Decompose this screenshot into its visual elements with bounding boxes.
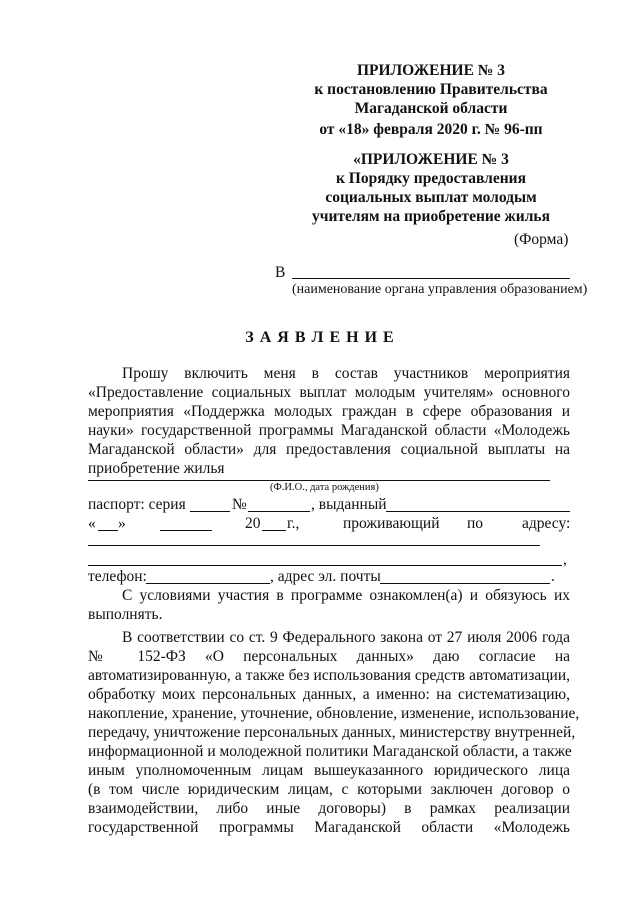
addressee-hint: (наименование органа управления образованием) — [292, 282, 588, 297]
passport-issued-by-field[interactable] — [386, 511, 570, 512]
address-label: адресу: — [522, 515, 571, 532]
passport-issued-label: , выданный — [311, 496, 387, 513]
consent-line: обработку моих персональных данных, а именно: на систематизацию, — [88, 686, 570, 703]
resolution-ref-line-1: к постановлению Правительства — [314, 81, 548, 98]
consent-line: накопление, хранение, уточнение, обновление, изменение, использование, — [88, 705, 580, 722]
consent-line: государственной программы Магаданской области «Молодежь — [88, 819, 570, 836]
resolution-ref-line-2: Магаданской области — [354, 100, 508, 117]
consent-line: взаимодействии, либо иные договоры) в рамках реализации — [88, 800, 570, 817]
date-quote-close: » — [118, 515, 126, 532]
consent-line: информационной и молодежной политики Магаданской области, а также — [88, 743, 572, 760]
resolution-date: от «18» февраля 2020 г. № 96-пп — [319, 121, 543, 138]
request-line: Магаданской области» для предоставления социальной выплаты на — [88, 441, 570, 458]
year-suffix: г., — [287, 515, 300, 532]
form-label: (Форма) — [514, 231, 569, 248]
addressee-prefix: В — [275, 264, 286, 281]
passport-label: паспорт: серия — [88, 496, 186, 513]
request-last-line: приобретение жилья — [88, 460, 225, 477]
fio-line[interactable] — [88, 480, 550, 481]
appendix-title-quoted: «ПРИЛОЖЕНИЕ № 3 — [353, 151, 509, 168]
appendix-title: ПРИЛОЖЕНИЕ № 3 — [357, 62, 505, 79]
consent-line: автоматизированную, а также без использования средств автоматизации, — [88, 667, 570, 684]
date-quote-open: « — [88, 515, 96, 532]
phone-field[interactable] — [146, 583, 270, 584]
request-line: науки» государственной программы Магаданской области «Молодежь — [88, 422, 570, 439]
address-line-2[interactable] — [88, 565, 562, 566]
year-prefix: 20 — [245, 515, 261, 532]
procedure-line-1: к Порядку предоставления — [335, 170, 527, 187]
address-line-1[interactable] — [88, 545, 540, 546]
procedure-line-2: социальных выплат молодым — [325, 189, 537, 206]
phone-label: телефон: — [88, 568, 147, 585]
consent-line: № 152-ФЗ «О персональных данных» даю согласие на — [88, 648, 570, 665]
request-line: мероприятия «Поддержка молодых граждан в сфере образования и — [88, 403, 570, 420]
request-line: Прошу включить меня в состав участников мероприятия — [122, 365, 570, 382]
consent-line: (в том числе юридическим лицам, с которыми заключен договор о — [88, 781, 570, 798]
address-comma: , — [563, 551, 567, 568]
year-field[interactable] — [262, 530, 286, 531]
residing-label: проживающий — [343, 515, 440, 532]
email-field[interactable] — [380, 583, 550, 584]
request-line: «Предоставление социальных выплат молодым учителям» основного — [88, 384, 570, 401]
passport-number-field[interactable] — [248, 511, 310, 512]
email-label: , адрес эл. почты — [270, 568, 381, 585]
phone-row-end: . — [551, 568, 555, 585]
addressee-line[interactable] — [292, 278, 570, 279]
day-field[interactable] — [98, 530, 118, 531]
by-label: по — [467, 515, 484, 532]
passport-number-sign: № — [232, 496, 247, 513]
fio-hint: (Ф.И.О., дата рождения) — [270, 482, 379, 493]
consent-line: передачу, уничтожение персональных данных, министерству внутренней, — [88, 724, 576, 741]
document-title: З А Я В Л Е Н И Е — [245, 329, 395, 346]
passport-series-field[interactable] — [190, 511, 230, 512]
agreement-line-2: выполнять. — [88, 606, 163, 623]
procedure-line-3: учителям на приобретение жилья — [311, 208, 551, 225]
agreement-line-1: С условиями участия в программе ознакомлен(а) и обязуюсь их — [122, 587, 570, 604]
consent-line: иным уполномоченным лицам вышеуказанного юридического лица — [88, 762, 570, 779]
consent-line: В соответствии со ст. 9 Федерального закона от 27 июля 2006 года — [122, 629, 570, 646]
month-field[interactable] — [160, 530, 212, 531]
